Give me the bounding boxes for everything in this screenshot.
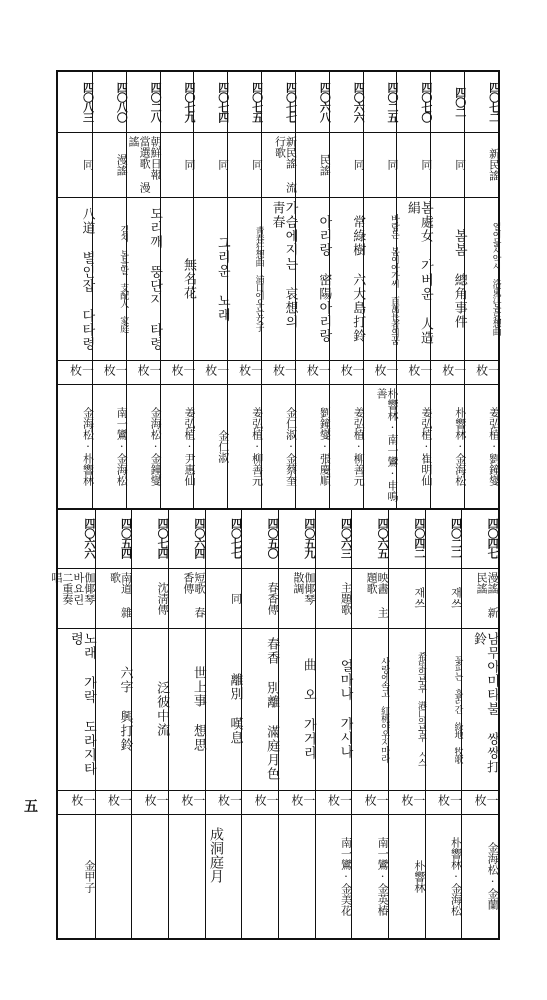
song-title: 아리랑 密陽아리랑 (316, 214, 332, 343)
catalogue-number: 四〇六六 (82, 518, 96, 558)
quantity-label: 一枚 (169, 364, 196, 377)
performer-names: 劉鐘燮·張慶順 (318, 406, 332, 486)
performer-names (95, 818, 132, 934)
genre-label: 南道 雜歌 (108, 572, 133, 618)
catalogue-number: 四〇二二 (449, 518, 463, 558)
catalogue-number: 四〇二八 (149, 82, 163, 122)
quantity-label: 一枚 (69, 794, 96, 807)
quantity-label: 一枚 (253, 794, 280, 807)
song-title: 六字 興打鈴 (117, 666, 133, 752)
genre-label: 同 (250, 159, 264, 170)
song-title: 八道 별인잡 다타령 (79, 206, 95, 351)
genre-label: 民謠 (318, 153, 332, 176)
quantity-label: 一枚 (436, 794, 463, 807)
quantity-label: 一枚 (399, 794, 426, 807)
song-title: 도리깨 뚱단지 타령 (147, 206, 163, 351)
catalogue-number: 四〇五四 (119, 518, 133, 558)
song-title: 봄봄 總角事件 (451, 228, 467, 329)
song-title: 꽃피는 흘러간 綠地 牧歌 (452, 655, 463, 763)
performer-names: 朴響林·南一鸞·申鳴善 (375, 388, 400, 502)
quantity-label: 一枚 (406, 364, 433, 377)
quantity-label: 一枚 (106, 794, 133, 807)
catalogue-number: 四〇六六 (352, 82, 366, 122)
catalogue-number: 四〇六四 (192, 518, 206, 558)
song-title: 曲 오 가거리 (300, 658, 316, 760)
song-title: 그리운 노래 (214, 235, 230, 322)
song-title: 가슴에지는 哀想의 靑春 (269, 201, 298, 329)
catalogue-number: 四〇六八 (318, 82, 332, 122)
performer-names: 朴響林·金海松 (453, 406, 467, 486)
page-number: 五 (24, 799, 38, 815)
genre-label: 同 (229, 592, 243, 604)
performer-names: 姜弘植·尹惠仙 (182, 406, 196, 486)
quantity-label: 一枚 (203, 364, 230, 377)
genre-label: 同 (419, 159, 433, 170)
performer-names: 姜弘植·柳善元 (352, 406, 366, 486)
catalogue-number: 四〇二五 (386, 82, 400, 122)
performer-names: 南一鸞·金英椿 (376, 836, 390, 916)
genre-label: 伽倻琴 바요린 二重奏 唱 (49, 572, 96, 605)
genre-label: 同 (81, 159, 95, 170)
performer-names (131, 818, 168, 934)
performer-names: 金甲子 (82, 859, 96, 893)
quantity-label: 一枚 (68, 364, 95, 377)
catalogue-number: 四〇六三 (339, 518, 353, 558)
catalogue-number: 四〇六五 (376, 518, 390, 558)
performer-names: 金海松·金鐘燮 (149, 406, 163, 486)
quantity-label: 一枚 (271, 364, 298, 377)
catalogue-number: 四〇七九 (182, 82, 196, 122)
quantity-label: 一枚 (305, 364, 332, 377)
song-title: 바람든 봄이아가씨 百萬長者의꿈 (389, 213, 400, 344)
catalogue-number: 四〇七七 (229, 518, 243, 558)
performer-names: 金海松·朴響林 (81, 406, 95, 486)
song-title: 얼마나 가시나 (337, 659, 353, 759)
catalogue-number: 四〇七四 (216, 82, 230, 122)
genre-label: 同 (216, 159, 230, 170)
catalogue-number: 四〇八〇 (115, 82, 129, 122)
genre-label: 伽倻琴 散調 (291, 572, 316, 605)
genre-label: 재쓰 (449, 587, 463, 609)
genre-label: 短歌 春香傳 (181, 572, 206, 618)
catalogue-number: 四〇五九 (302, 518, 316, 558)
performer-names: 姜弘植·劉鐘燮 (487, 406, 501, 486)
catalogue-number: 四〇七七 (284, 82, 298, 122)
quantity-label: 一枚 (136, 364, 163, 377)
catalogue-number: 四〇七五 (250, 82, 264, 122)
quantity-label: 一枚 (373, 364, 400, 377)
song-title: 世上事 想思 (190, 666, 206, 752)
performer-names: 朴響林 (412, 859, 426, 893)
song-title: 無名花 (180, 257, 196, 300)
quantity-label: 一枚 (440, 364, 467, 377)
catalogue-number: 四〇四二 (412, 518, 426, 558)
catalogue-number: 四〇七二 (487, 82, 501, 122)
quantity-label: 一枚 (237, 364, 264, 377)
quantity-label: 一枚 (473, 794, 500, 807)
credit-text: 成洞庭月 (208, 827, 224, 883)
divider (58, 384, 498, 385)
performer-names: 金仁淑 (216, 429, 230, 463)
quantity-label: 一枚 (143, 794, 170, 807)
genre-label: 漫謠 (115, 153, 129, 176)
song-title: 春香 別離 滿庭月色 (264, 637, 280, 781)
performer-names (168, 818, 205, 934)
catalogue-table (49, 70, 501, 940)
quantity-label: 一枚 (339, 364, 366, 377)
quantity-label: 一枚 (326, 794, 353, 807)
song-title: 靑春狂想曲 浦口에우는女子 (253, 226, 264, 331)
genre-label: 同 (453, 159, 467, 170)
quantity-label: 一枚 (102, 364, 129, 377)
performer-names: 金仁淑·金蔡奎 (284, 406, 298, 486)
quantity-label: 一枚 (474, 364, 501, 377)
song-title: 常綠樹 六大島打鈴 (350, 214, 366, 343)
catalogue-number: 四〇二 (453, 87, 467, 117)
performer-names: 南一鸞·金海松 (115, 406, 129, 486)
song-title: 김치 봄을말 支配人 家庭 (118, 225, 129, 332)
song-title: 열여듧시악시 洛東江봄哀想曲 (490, 222, 501, 335)
genre-label: 漫謠 新民謠 (475, 572, 500, 618)
song-title: 노래 가락 도라지타령 (67, 632, 96, 776)
quantity-label: 一枚 (289, 794, 316, 807)
catalogue-number: 四〇七〇 (419, 82, 433, 122)
song-title: 봄處女 가버운 人造絹 (404, 201, 433, 345)
genre-label: 主題歌 (339, 581, 353, 615)
genre-label: 同 (182, 159, 196, 170)
song-title: 泛彼中流 (154, 681, 170, 737)
divider (58, 132, 498, 133)
genre-label: 映畵 主題歌 (365, 572, 390, 618)
performer-names (241, 818, 278, 934)
quantity-label: 一枚 (216, 794, 243, 807)
catalogue-number: 四〇五〇 (266, 518, 280, 558)
genre-label: 沈淸傳 (156, 581, 170, 615)
quantity-label: 一枚 (179, 794, 206, 807)
song-title: 사랑에속고 紅桃야우지마라 (379, 656, 390, 762)
catalogue-number: 四〇八三 (81, 82, 95, 122)
genre-label: 新民謠 (487, 148, 501, 181)
genre-label: 同 (352, 159, 366, 170)
genre-label: 新民謠 流行歌 (273, 136, 298, 193)
genre-label: 春香傳 (266, 581, 280, 615)
catalogue-number: 四〇四七 (486, 518, 500, 558)
song-title: 希望의부루 港口의부루 ㅅ스 (415, 652, 426, 766)
performer-names: 金海松·金蘭 (486, 842, 500, 910)
catalogue-number: 四〇七四 (156, 518, 170, 558)
performer-names: 姜弘植·柳善元 (250, 406, 264, 486)
performer-names: 南一鸞·金美花 (339, 836, 353, 916)
performer-names: 姜弘植·崔明仙 (419, 406, 433, 486)
quantity-label: 一枚 (363, 794, 390, 807)
divider (58, 360, 498, 361)
divider (58, 197, 498, 198)
performer-names (278, 818, 315, 934)
song-title: 남무아미타불 쌍쌍打鈴 (471, 632, 500, 774)
performer-names: 朴響林·金海松 (449, 836, 463, 916)
genre-label: 同 (386, 159, 400, 170)
genre-label: 朝鮮日報 當選歌 漫謠 (127, 136, 163, 193)
genre-label: 재쓰 (412, 587, 426, 609)
song-title: 離別 嘆息 (227, 673, 243, 745)
